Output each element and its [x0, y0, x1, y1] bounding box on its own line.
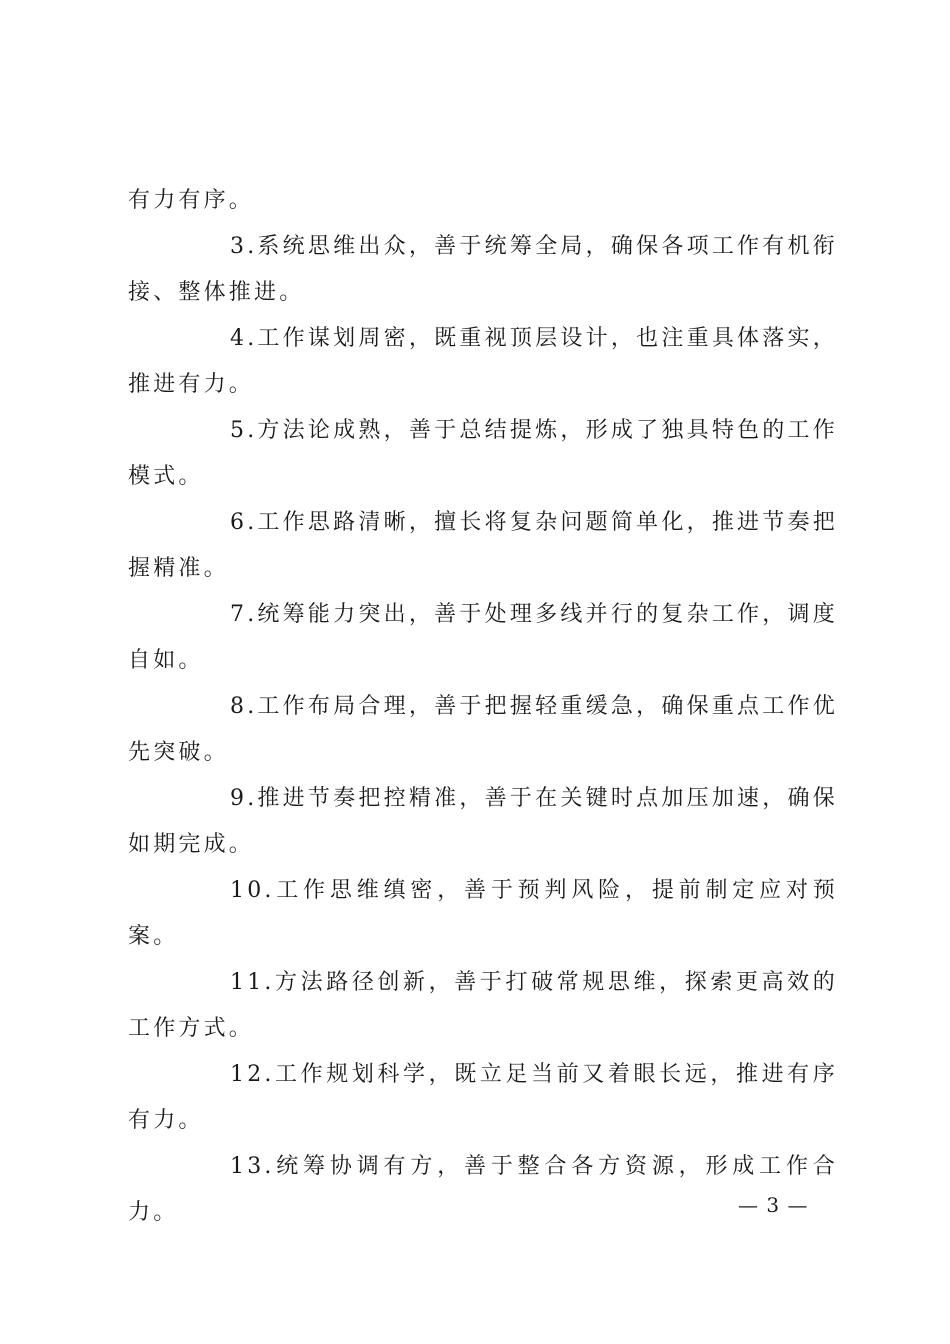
document-body	[128, 178, 838, 1236]
list-item-13: 13.统筹协调有方，善于整合各方资源，形成工作合力。	[128, 1154, 838, 1225]
paragraph-continuation: 有力有序。	[128, 188, 255, 213]
list-item-9: 9.推进节奏把控精准，善于在关键时点加压加速，确保如期完成。	[128, 786, 838, 857]
page-number: — 3 —	[738, 1193, 809, 1217]
list-item-5: 5.方法论成熟，善于总结提炼，形成了独具特色的工作模式。	[128, 418, 838, 489]
list-item-11: 11.方法路径创新，善于打破常规思维，探索更高效的工作方式。	[128, 970, 838, 1041]
list-item-8: 8.工作布局合理，善于把握轻重缓急，确保重点工作优先突破。	[128, 694, 838, 765]
list-item-10: 10.工作思维缜密，善于预判风险，提前制定应对预案。	[128, 878, 838, 949]
list-item-12: 12.工作规划科学，既立足当前又着眼长远，推进有序有力。	[128, 1062, 838, 1133]
list-item-4: 4.工作谋划周密，既重视顶层设计，也注重具体落实，推进有力。	[128, 326, 838, 397]
list-item-6: 6.工作思路清晰，擅长将复杂问题简单化，推进节奏把握精准。	[128, 510, 838, 581]
list-item-3: 3.系统思维出众，善于统筹全局，确保各项工作有机衔接、整体推进。	[128, 234, 838, 305]
list-item-7: 7.统筹能力突出，善于处理多线并行的复杂工作，调度自如。	[128, 602, 838, 673]
